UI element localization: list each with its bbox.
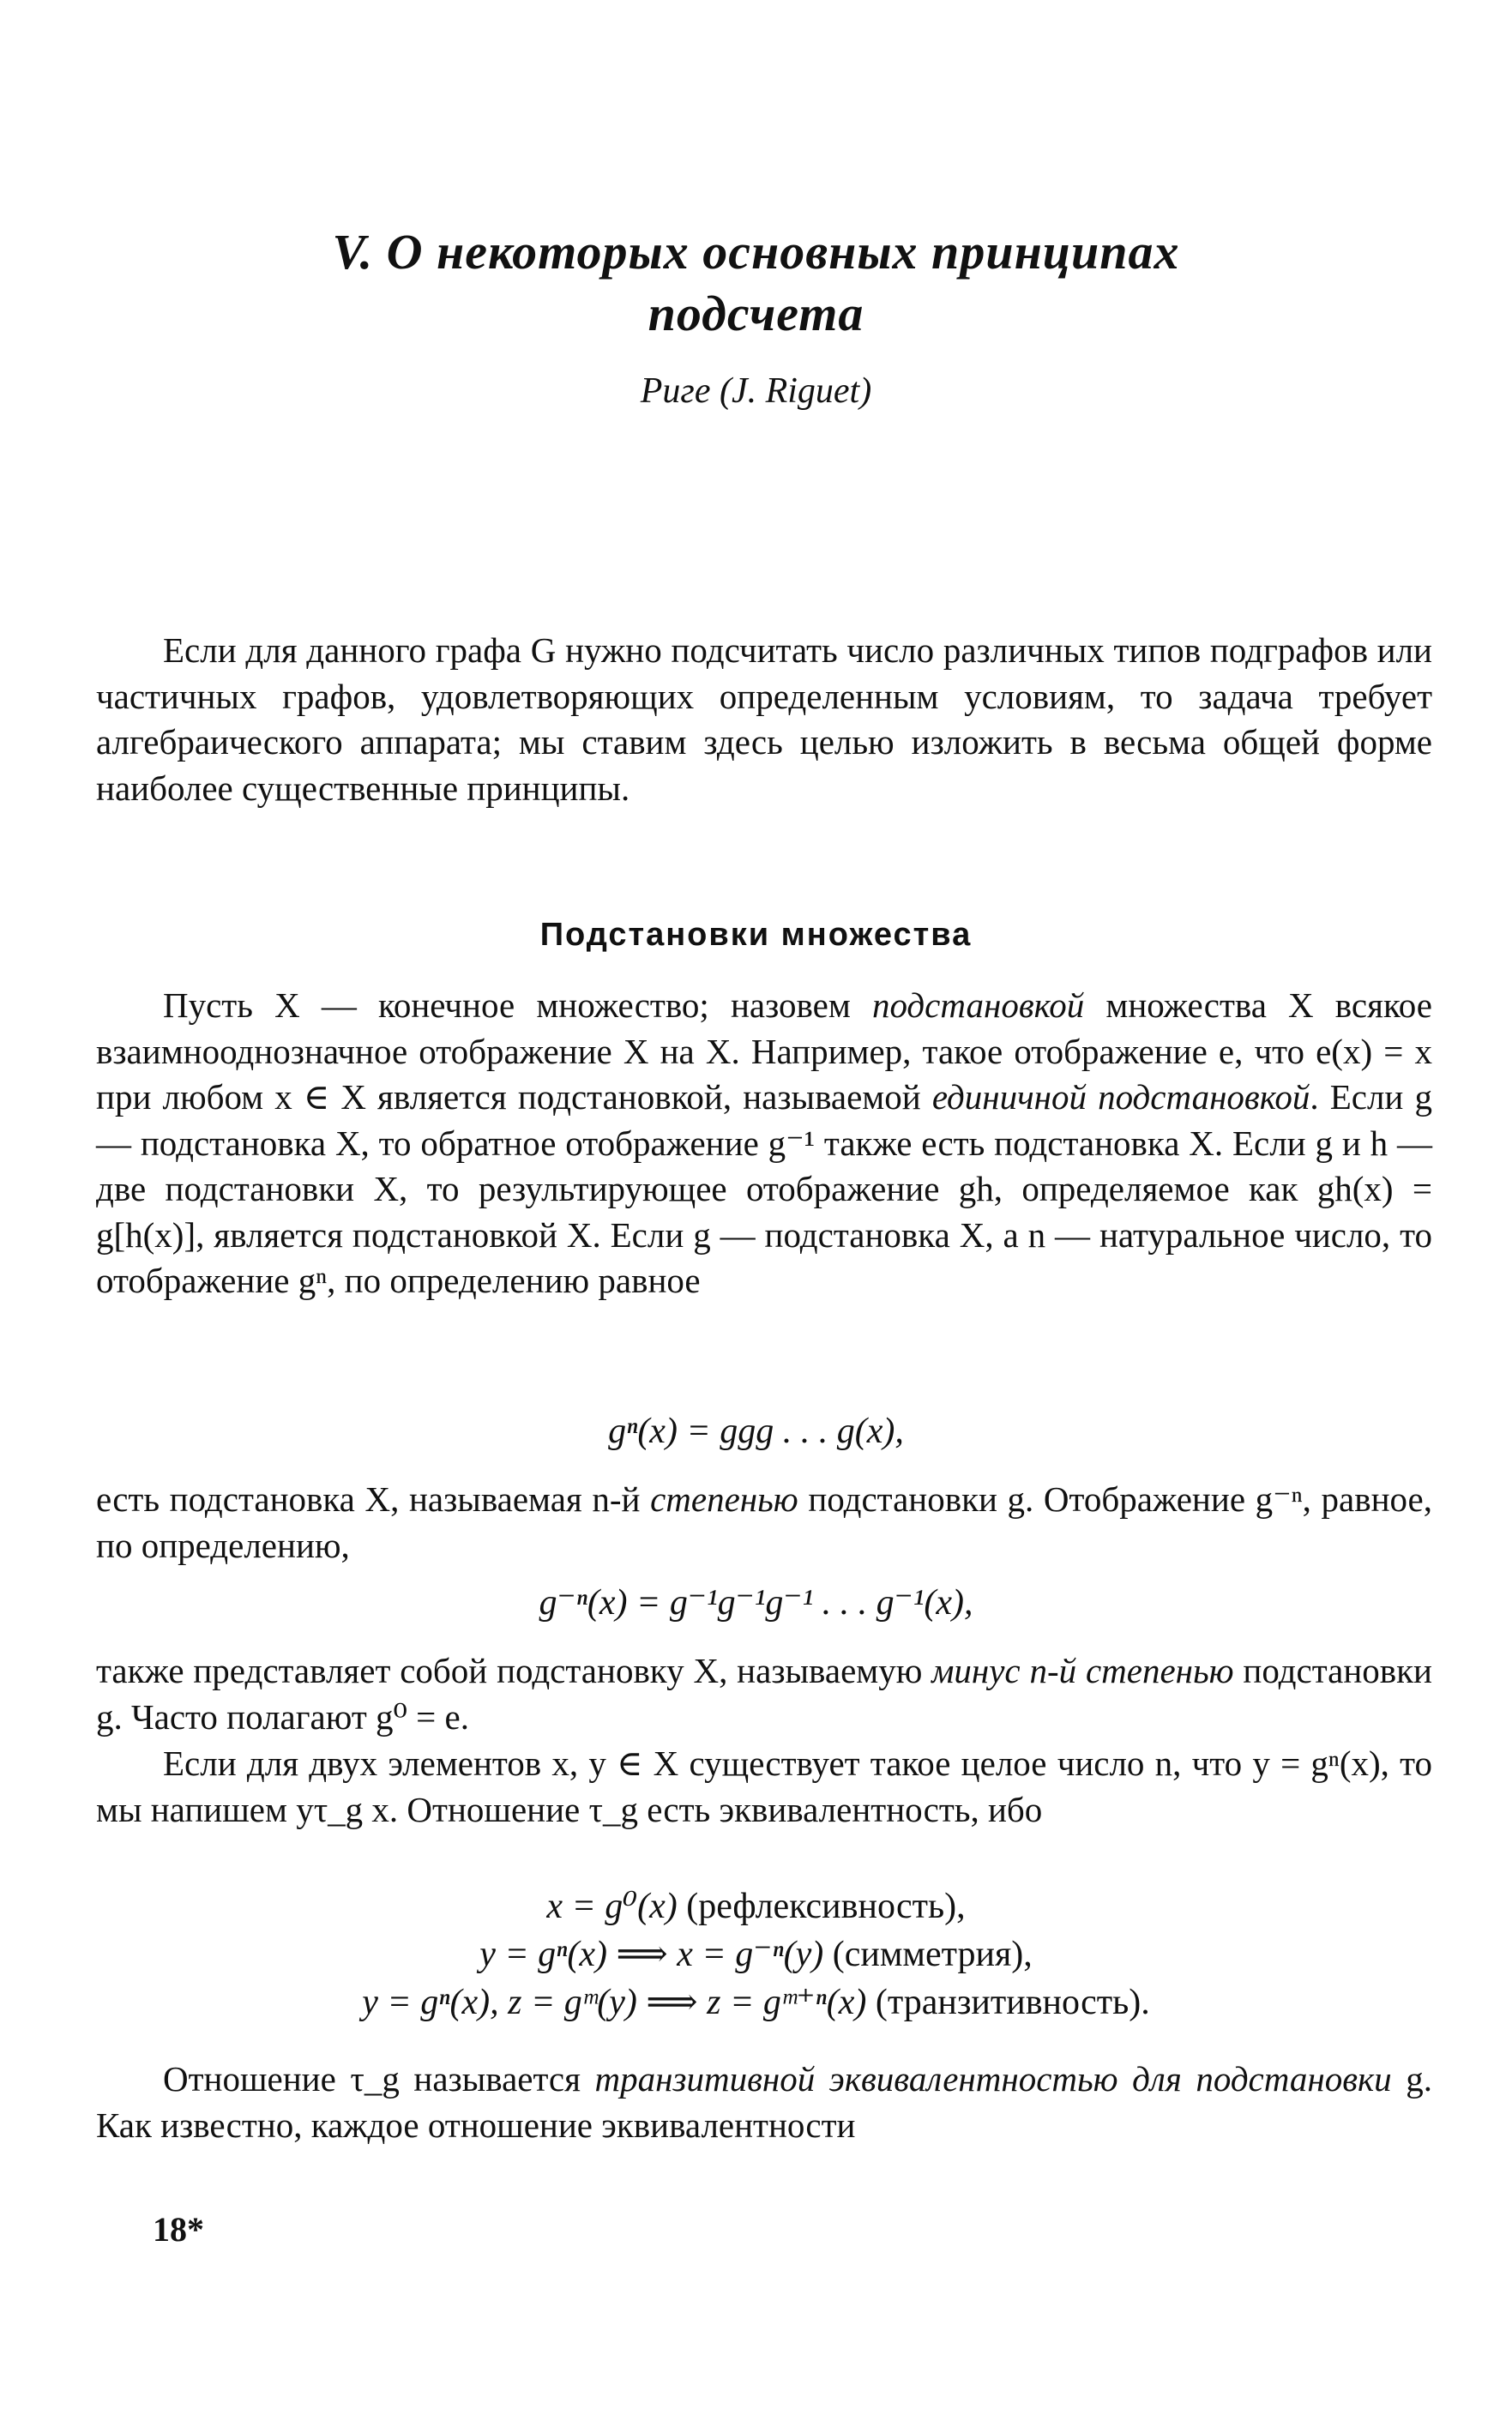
intro-paragraph: Если для данного графа G нужно подсчитать число различных типов подграфов или частичных графов, удовлетворяющих определенным условиям, то задача требует алгебраического аппарата; мы ставим здесь целью изложить в весьма общей форме наиболее существенные принципы.	[96, 630, 1432, 808]
paragraph-5-part-b: g. Как известно, каждое отношение эквивалентности	[96, 2059, 1432, 2145]
term-power: степенью	[650, 1479, 798, 1519]
formula-power: gⁿ(x) = ggg . . . g(x),	[608, 1412, 904, 1451]
formula-negative-power: g⁻ⁿ(x) = g⁻¹g⁻¹g⁻¹ . . . g⁻¹(x),	[539, 1583, 973, 1623]
formula-transitivity-note: (транзитивность).	[875, 1983, 1150, 2022]
paragraph-negative-power	[96, 1648, 1432, 1740]
formula-reflexivity-note: (рефлексивность),	[686, 1887, 966, 1926]
paragraph-equivalence: Если для двух элементов x, y ∈ X существует такое целое число n, что y = gⁿ(x), то мы напишем yτ_g x. Отношение τ_g есть эквивалентность, ибо	[96, 1743, 1432, 1829]
paragraph-2-part-a: есть подстановка X, называемая n-й	[96, 1479, 651, 1519]
paragraph-substitution-definition	[96, 983, 1432, 1304]
paragraph-5-part-a: Отношение τ_g называется	[163, 2059, 595, 2099]
paragraph-1-part-a: Пусть X — конечное множество; назовем	[163, 985, 872, 1025]
formula-transitivity-expr: y = gⁿ(x), z = gᵐ(y) ⟹ z = gᵐ⁺ⁿ(x)	[362, 1983, 867, 2022]
chapter-title-line-1: V. О некоторых основных принципах	[332, 224, 1180, 280]
author-name: Риге (J. Riguet)	[640, 371, 872, 411]
page-number: 18*	[153, 2210, 204, 2249]
formula-symmetry	[0, 1931, 1512, 1978]
formula-reflexivity	[0, 1883, 1512, 1930]
term-identity-substitution: единичной подстановкой	[931, 1077, 1310, 1117]
paragraph-1-part-c: . Если g — подстановка X, то обратное отображение g⁻¹ также есть подстановка X. Если g и h — две подстановки X, то результирующее отображение gh, определяемое как gh(x) = g[h(x)], является подстановкой X. Если g — подстановка X, а n — натуральное число, то отображение gⁿ, по определению равное	[96, 1077, 1432, 1300]
section-heading: Подстановки множества	[539, 917, 973, 953]
paragraph-1-part-b: множества X всякое взаимнооднозначное отображение X на X. Например, такое отображение e, что e(x) = x при любом x ∈ X является подстановкой, называемой	[96, 985, 1433, 1117]
formula-symmetry-note: (симметрия),	[832, 1935, 1033, 1974]
paragraph-2-part-b: подстановки g. Отображение g⁻ⁿ, равное, по определению,	[96, 1479, 1432, 1565]
formula-reflexivity-expr: x = g⁰(x)	[546, 1887, 678, 1926]
formula-transitivity	[0, 1979, 1512, 2026]
paragraph-transitive-equivalence	[96, 2057, 1432, 2148]
chapter-title-line-2: подсчета	[648, 286, 864, 341]
paragraph-3-part-b: подстановки g. Часто полагают g⁰ = e.	[96, 1651, 1432, 1737]
term-transitive-equivalence: транзитивной эквивалентностью для подстановки	[594, 2059, 1392, 2099]
term-substitution: подстановкой	[871, 985, 1085, 1025]
formula-symmetry-expr: y = gⁿ(x) ⟹ x = g⁻ⁿ(y)	[479, 1935, 824, 1974]
paragraph-power-definition	[96, 1477, 1432, 1569]
term-minus-n-power: минус n-й степенью	[931, 1651, 1234, 1690]
paragraph-3-part-a: также представляет собой подстановку X, называемую	[96, 1651, 932, 1690]
